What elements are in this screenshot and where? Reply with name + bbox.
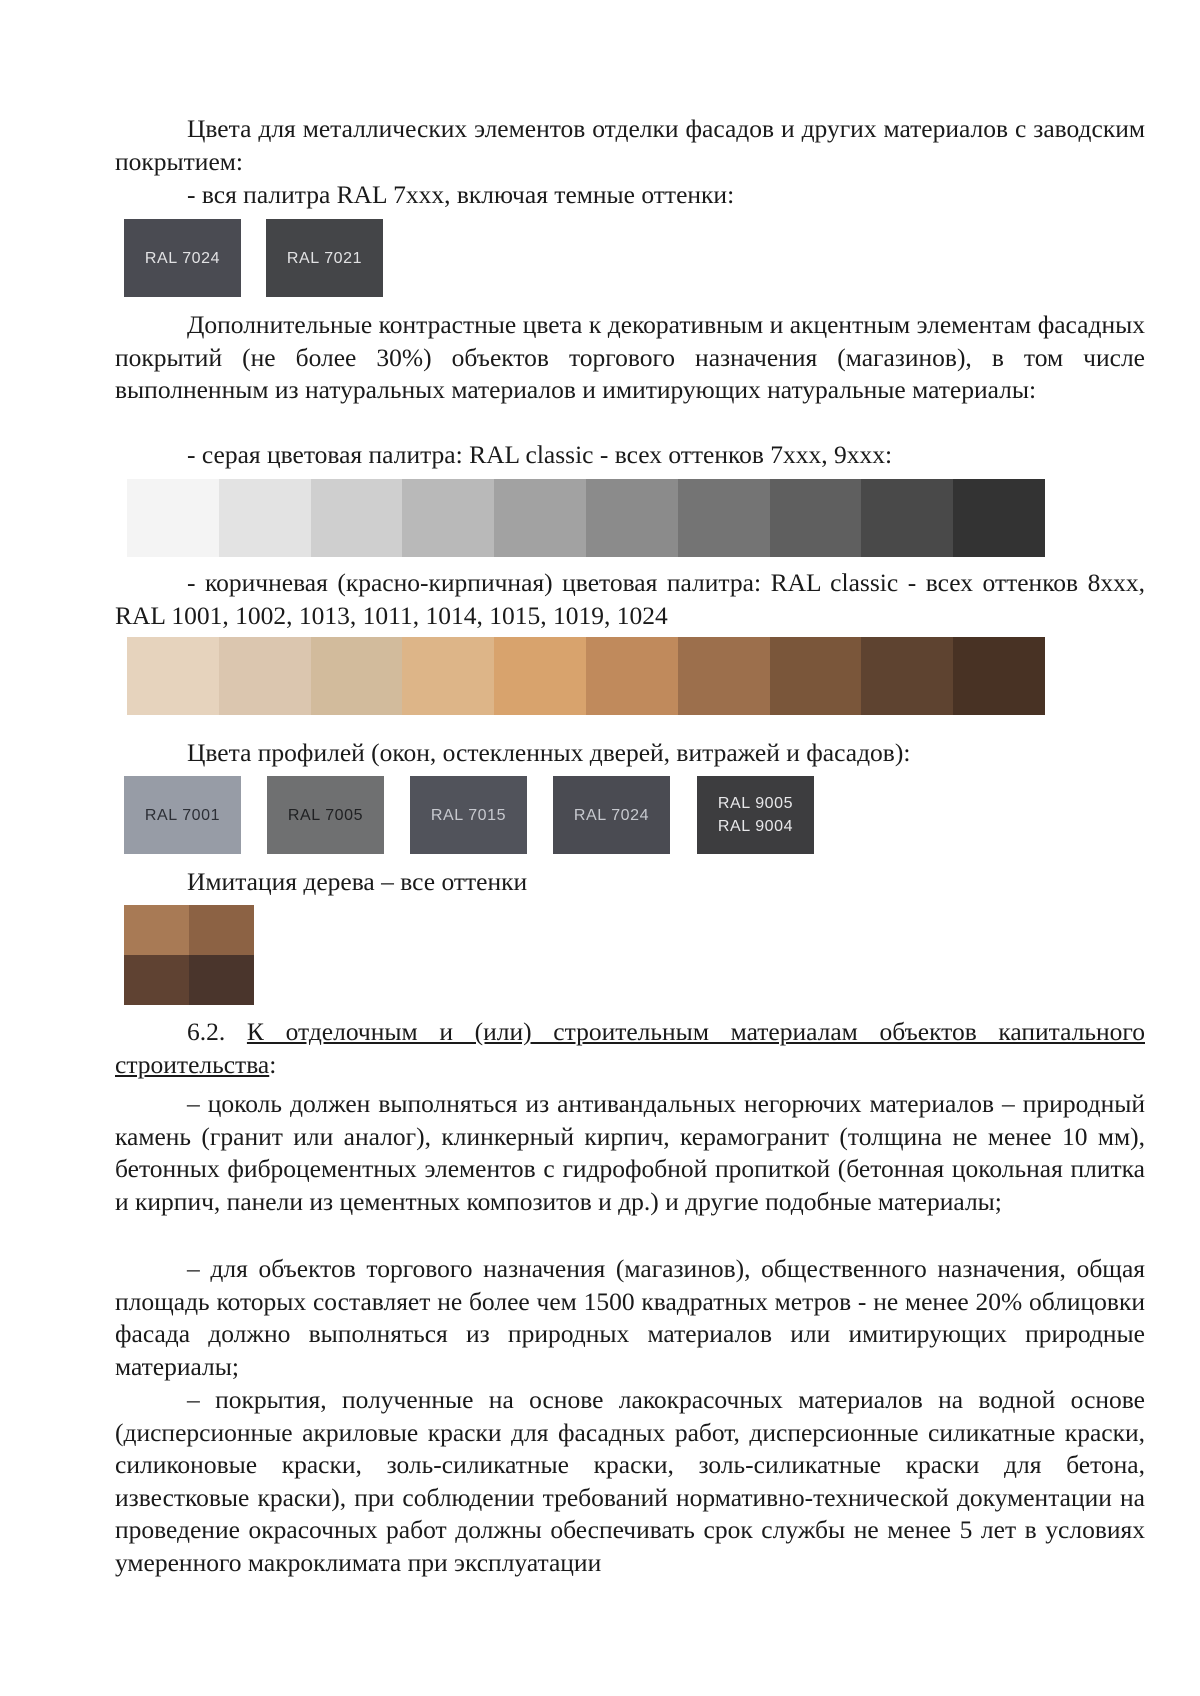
list-item-trade-objects: – для объектов торгового назначения (магазинов), общественного назначения, общая площадь которых составляет не более чем 1500 квадратных метров - не менее 20% облицовки фасада должно выполняться из природных материалов или имитирующих природные материалы; — [115, 1254, 1145, 1381]
gray-palette-cell — [586, 479, 678, 557]
swatch-ral-7015 — [410, 776, 527, 854]
brown-palette-cell — [586, 637, 678, 715]
gray-palette-cell — [127, 479, 219, 557]
gray-palette-cell — [219, 479, 311, 557]
brown-palette-cell — [678, 637, 770, 715]
wood-tone — [189, 955, 254, 1005]
swatch-label: RAL 7015 — [430, 806, 507, 824]
gray-palette-item: - серая цветовая палитра: RAL classic - всех оттенков 7xxx, 9xxx: — [187, 440, 893, 469]
swatch-label: RAL 7021 — [286, 249, 363, 267]
gray-palette-cell — [494, 479, 586, 557]
swatch-ral-7005 — [267, 776, 384, 854]
brown-palette-cell — [402, 637, 494, 715]
swatch-label: RAL 7024 — [573, 806, 650, 824]
brown-palette-strip — [127, 637, 1045, 715]
brown-palette-item: - коричневая (красно-кирпичная) цветовая палитра: RAL classic - всех оттенков 8xxx, RAL 1001, 1002, 1013, 1011, 1014, 1015, 1019, 1024 — [115, 568, 1145, 630]
gray-palette-cell — [770, 479, 862, 557]
wood-tone — [124, 905, 189, 955]
wood-tone — [189, 905, 254, 955]
brown-palette-cell — [127, 637, 219, 715]
swatch-label: RAL 7005 — [287, 806, 364, 824]
gray-palette-cell — [311, 479, 403, 557]
swatch-ral-7024 — [124, 219, 241, 297]
swatch-ral-7021 — [266, 219, 383, 297]
metal-palette-item: - вся палитра RAL 7xxx, включая темные оттенки: — [187, 180, 735, 209]
wood-title: Имитация дерева – все оттенки — [187, 867, 528, 896]
metal-intro-paragraph: Цвета для металлических элементов отделки фасадов и других материалов с заводским покрытием: — [115, 114, 1145, 176]
contrast-intro-paragraph: Дополнительные контрастные цвета к декоративным и акцентным элементам фасадных покрытий (не более 30%) объектов торгового назначения (магазинов), в том числе выполненным из натуральных материалов и имитирующих натуральные материалы: — [115, 310, 1145, 404]
gray-palette-cell — [402, 479, 494, 557]
gray-palette-strip — [127, 479, 1045, 557]
gray-palette-cell — [861, 479, 953, 557]
list-item-coatings: – покрытия, полученные на основе лакокрасочных материалов на водной основе (дисперсионные акриловые краски для фасадных работ, дисперсионные силикатные краски, силиконовые краски, золь-силикатные краски, золь-силикатные краски для бетона, известковые краски), при соблюдении требований нормативно-технической документации на проведение окрасочных работ должны обеспечивать срок службы не менее 5 лет в условиях умеренного макроклимата при эксплуатации — [115, 1385, 1145, 1577]
gray-palette-cell — [953, 479, 1045, 557]
section-heading-colon: : — [269, 1049, 277, 1079]
section-6-2-heading-paragraph — [115, 1016, 1145, 1081]
swatch-ral-9005-9004 — [697, 776, 814, 854]
brown-palette-cell — [770, 637, 862, 715]
profiles-title: Цвета профилей (окон, остекленных дверей, витражей и фасадов): — [187, 738, 911, 767]
swatch-label: RAL 7001 — [144, 806, 221, 824]
wood-tone — [124, 955, 189, 1005]
brown-palette-cell — [311, 637, 403, 715]
brown-palette-cell — [494, 637, 586, 715]
swatch-label: RAL 7024 — [144, 249, 221, 267]
wood-swatch — [124, 905, 254, 1005]
gray-palette-cell — [678, 479, 770, 557]
swatch-ral-7001 — [124, 776, 241, 854]
list-item-socle: – цоколь должен выполняться из антивандальных негорючих материалов – природный камень (гранит или аналог), клинкерный кирпич, керамогранит (толщина не менее 10 мм), бетонных фиброцементных элементов с гидрофобной пропиткой (бетонная цокольная плитка и кирпич, панели из цементных композитов и др.) и другие подобные материалы; — [115, 1089, 1145, 1216]
swatch-label: RAL 9004 — [717, 818, 794, 835]
brown-palette-cell — [953, 637, 1045, 715]
swatch-ral-7024-profile — [553, 776, 670, 854]
swatch-label: RAL 9005 — [717, 795, 794, 812]
brown-palette-cell — [861, 637, 953, 715]
brown-palette-cell — [219, 637, 311, 715]
section-heading: К отделочным и (или) строительным материалам объектов капитального строительства — [115, 1017, 1145, 1079]
section-number: 6.2. — [187, 1017, 226, 1046]
